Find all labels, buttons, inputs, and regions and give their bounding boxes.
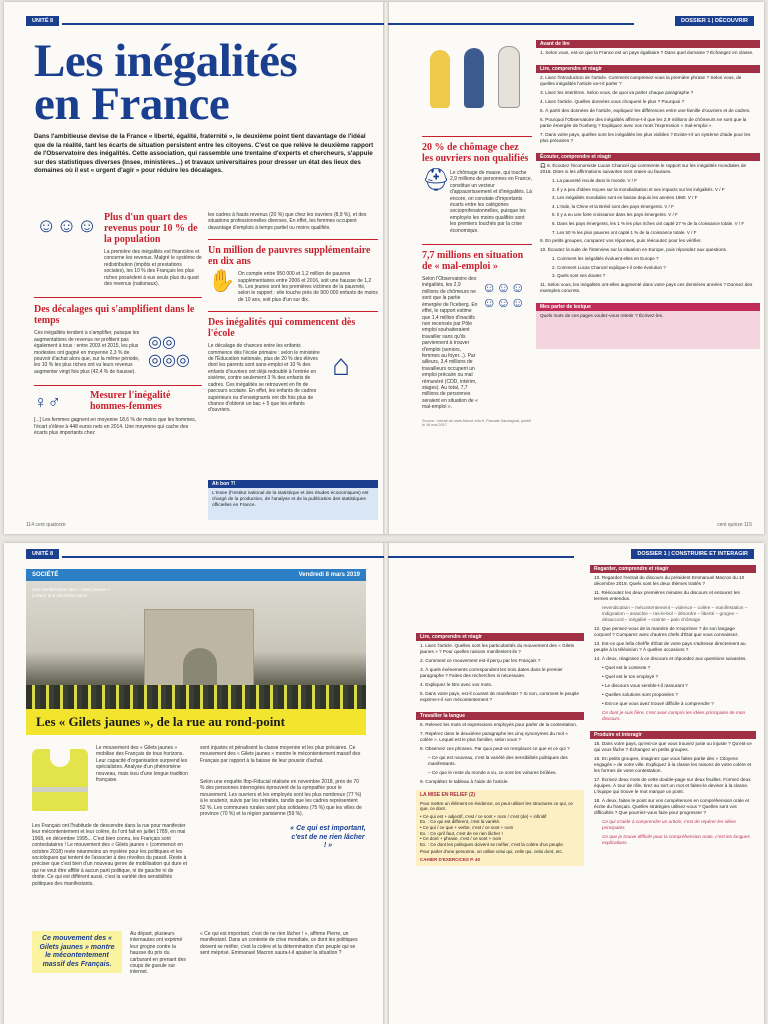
text-col2-top: les cadres à hauts revenus (20 %) que chez les ouvriers (8,9 %), et des situations professionnelles diverses. En effet, les femmes occupent davantage d'emplois à temps partiel ou moins qualifiés. bbox=[208, 212, 367, 231]
heading-travailler: Travailler la langue bbox=[416, 712, 584, 720]
heading-regarder: Regarder, comprendre et réagir bbox=[590, 565, 756, 573]
grammar-box bbox=[416, 790, 584, 866]
question-4: 4. Lisez l'article. Quelles données vous choquent le plus ? Pourquoi ? bbox=[540, 99, 685, 104]
source-note: Source : extrait de www.france-info.fr, Pascale Sauvagnat, publié le 16 mai 2017 bbox=[422, 418, 532, 428]
grammar-line: • Ce dont + phrase, c'est / ce sont + nom bbox=[420, 836, 502, 842]
crowd bbox=[26, 685, 366, 709]
question-10: 10. Écoutez la suite de l'interview sur la situation en Europe, puis répondez aux questions. bbox=[540, 247, 728, 253]
article-paragraph-5: Au départ, plusieurs internautes ont exprimé leur grogne contre la hausse du prix du carburant en prenant des coups de gueule sur internet. bbox=[130, 931, 186, 976]
question-6: 6. Relevez les mots et expressions employés pour parler de la contestation. bbox=[420, 722, 578, 727]
question-2: 2. Comment ce mouvement est-il perçu par les Français ? bbox=[420, 658, 541, 663]
question-14: 14. À deux, réagissez à ce discours et répondez aux questions suivantes. bbox=[594, 656, 747, 661]
model-answer: Ce dont je suis fière, c'est avoir compris les idées principales de mon discours. bbox=[602, 710, 746, 721]
spread-bottom bbox=[4, 543, 764, 1024]
heading-avant: Avant de lire bbox=[536, 40, 760, 48]
heading-decalages: Des décalages qui s'amplifient dans le temps bbox=[34, 297, 202, 326]
grammar-line: • Ce qui est + adjectif, c'est / ce sont + nom / c'est (de) + infinitif bbox=[420, 813, 547, 819]
spread-top bbox=[4, 2, 764, 534]
question-17: 17. Écrivez deux mots de cette double-page sur deux feuilles. Formez deux équipes. À tour de rôle, tirez au sort un mot et faites-le deviner à la classe. L'équipe qui trouve le mot marque un point. bbox=[594, 777, 751, 794]
grammar-line: Ex. : Ce qu'il faut, c'est de ne rien lâcher ! bbox=[420, 830, 503, 836]
column-1 bbox=[34, 212, 202, 437]
question-4: 4. Expliquez le titre avec vos mots. bbox=[420, 682, 493, 687]
ah-bon-box bbox=[208, 480, 378, 520]
article-continued bbox=[422, 136, 532, 428]
grammar-line: • Ce qui / ce que + verbe, c'est / ce sont + nom bbox=[420, 824, 514, 830]
question-11: 11. Selon vous, les inégalités ont-elles augmenté dans votre pays ces dernières années ? Donnez des exemples concrets. bbox=[540, 281, 753, 293]
coins-icon: ◎◎ ◎◎◎ bbox=[148, 334, 190, 370]
article-title: Les « Gilets jaunes », de la rue au rond-point bbox=[26, 709, 366, 735]
audio-icon[interactable]: 🎧 bbox=[540, 163, 548, 168]
text-hommes: [...] Les femmes gagnent en moyenne 18,6 % de moins que les hommes, l'écart s'élève à 448 euros nets en 2014. Une moyenne qui cache des écarts plus importants chez bbox=[34, 417, 197, 437]
heading-quart: Plus d'un quart des revenus pour 10 % de la population bbox=[104, 212, 198, 245]
grammar-note: Pour parler d'une personne, on utilise celui qui, celle qui, celui dont, etc. bbox=[420, 849, 563, 855]
page-115 bbox=[388, 2, 764, 534]
true-false-list bbox=[540, 178, 756, 235]
heading-chomage: 20 % de chômage chez les ouvriers non qualifiés bbox=[422, 136, 532, 164]
text-chomage: Le chômage de masse, qui touche 2,9 millions de personnes en France, constitue un vecteur d'appauvrissement et d'inégalités. Là encore, on constate d'importants écarts entre les catégories socioprofessionnelles, puisque les employés les moins qualifiés sont les premiers touchés par la crise économique. bbox=[450, 170, 532, 234]
text-quart: La première des inégalités est financière et concerne les revenus. Malgré le système de redistribution (impôts et prestations sociales), les 10 % des Français les plus riches possèdent à eux seuls plus du quart des revenus (nationaux). bbox=[104, 249, 202, 288]
pull-quote-1: « Ce qui est important, c'est de ne rien lâcher ! » bbox=[290, 825, 366, 849]
question-18: 18. À deux, faites le point sur vos compétences en compréhension orale et écrite du français. Quelles stratégies utilisez-vous ? Quelles sont vos difficultés ? Que pourriez-vous faire pour progresser ? bbox=[594, 798, 750, 815]
tf-item: 7. Les 50 % les plus pauvres ont capté 1 % de la croissance totale. V / F bbox=[552, 229, 697, 235]
hardhat-icon: ⛑ bbox=[422, 167, 450, 192]
heading-produire: Produire et interagir bbox=[590, 731, 756, 739]
sub-question: 2. Comment Lucas Chancel explique-t-il cette évolution ? bbox=[552, 264, 666, 270]
heading-lexique: Mes parler de lexique bbox=[536, 303, 760, 311]
page-117 bbox=[388, 543, 764, 1024]
article-date: Vendredi 8 mars 2019 bbox=[298, 572, 360, 578]
text-ecole: Le décalage de chances entre les enfants commence dès l'école primaire : selon le ministère de l'Éducation nationale, plus de 20 % des élèves dont les parents sont sans-emploi et 10 % des enfants d'ouvriers ont déjà redoublé à l'entrée en sixième, contre seulement 3 % des enfants de cadres. Ces inégalités se retrouvent en fin de parcours scolaire. En effet, les enfants de cadres supérieurs ou d'enseignants ont dix fois plus de chance d'obtenir un bac + 5 que les enfants d'ouvriers. bbox=[208, 343, 320, 414]
question-16: 16. En petits groupes, imaginez que vous faites partie des « Citoyens engagés » de votre ville. Expliquez à la classe les raisons de votre colère et les formes de votre contestation. bbox=[594, 756, 752, 773]
example-b: – Ce que le reste du monde a vu, ce sont les voitures brûlées. bbox=[428, 770, 557, 775]
question-6: 6. Pourquoi l'Observatoire des inégalités affirme-t-il que les 2,9 millions de chômeurs ne sont que la partie émergée de l'iceberg ? Expliquez avec vos mots l'expression « mal-emploi ». bbox=[540, 117, 747, 128]
tf-item: 5. Il y a eu une forte croissance dans les pays émergents. V / F bbox=[552, 212, 678, 218]
sub-question: 1. Comment les inégalités évoluent-elles en Europe ? bbox=[552, 256, 659, 262]
header-rule bbox=[388, 556, 574, 558]
example-a: – Ce qui est nouveau, c'est la variété des sensibilités politiques des manifestants. bbox=[428, 755, 568, 766]
ah-bon-heading: Ah bon ?! bbox=[208, 480, 378, 488]
grammar-line: Ex. : Ce qui est différent, c'est la variété. bbox=[420, 819, 501, 825]
question-15: 15. Dans votre pays, qu'est-ce que vous trouvez juste ou injuste ? Qu'est-ce qui vous fâche ? Échangez en petits groupes. bbox=[594, 741, 752, 752]
heading-ecole: Des inégalités qui commencent dès l'école bbox=[208, 311, 378, 339]
lexique-box bbox=[536, 311, 760, 349]
question-7: 7. Repérez dans le deuxième paragraphe les cinq synonymes du mot « colère ». Lequel est le plus familier, selon vous ? bbox=[420, 731, 569, 742]
column-b bbox=[590, 561, 756, 851]
people-illustration bbox=[422, 44, 532, 114]
question-9: 9. En petits groupes, comparez vos réponses, puis réécoutez pour les vérifier. bbox=[540, 238, 702, 244]
gender-icon: ♀♂ bbox=[34, 392, 61, 413]
heading-lire: Lire, comprendre et réagir bbox=[416, 633, 584, 641]
question-8: 🎧 8. Écoutez l'économiste Lucas Chancel qui commente le rapport sur les inégalités mondiales de 2018. Dites si les affirmations suivantes sont vraies ou fausses. bbox=[540, 163, 747, 174]
article-photo bbox=[26, 581, 366, 709]
sub-question: • Quel est le contexte ? bbox=[602, 665, 651, 670]
lexique-text: Quels mots de ces pages voulez-vous retenir ? Écrivez-les. bbox=[540, 312, 664, 318]
newspaper-article bbox=[26, 569, 366, 1024]
unit-tag: UNITÉ 8 bbox=[26, 16, 59, 26]
tf-item: 6. Dans les pays émergents, les 1 % les plus riches ont capté 27 % de la croissance totale. V / F bbox=[552, 220, 745, 226]
people-icon: ☺☺☺ bbox=[36, 215, 98, 237]
heading-hommes: Mesurer l'inégalité hommes-femmes bbox=[90, 390, 171, 413]
article-paragraph-3: sont injustes et pénalisent la classe moyenne et les plus précaires. Ce mouvement des « Gilets jaunes » montre le mécontentement massif des Français par rapport à la baisse de leur pouvoir d'achat. bbox=[200, 745, 361, 764]
question-2: 2. Lisez l'introduction de l'article. Comment comprenez-vous la première phrase ? Selon vous, de quelles inégalités l'article va-t-il parler ? bbox=[540, 75, 742, 86]
header-rule bbox=[62, 23, 384, 25]
pull-quote-2: Ce mouvement des « Gilets jaunes » montre le mécontentement massif des Français. bbox=[32, 931, 122, 973]
text-malemploi: Selon l'Observatoire des inégalités, les 2,9 millions de chômeurs ne sont que la partie émergée de l'iceberg. En effet, le rapport estime que 1,4 million d'inactifs non recensés par Pôle emploi souhaiteraient travailler sans qu'ils parviennent à trouver d'emploi (seniors, femmes au foyer...). Par ailleurs, 3,4 millions de travailleurs occupent un emploi précaire ou mal rémunéré (CDD, intérim, stages). Au total, 7,7 millions de personnes seraient en situation de « mal-emploi ». bbox=[422, 276, 478, 411]
chart-icon: ☺☺☺ ☺☺☺ bbox=[482, 279, 525, 311]
column-a bbox=[416, 629, 584, 866]
intro-paragraph: Dans l'ambitieuse devise de la France « liberté, égalité, fraternité », le deuxième point tient davantage de l'idéal que de la réalité, tant les écarts de situation persistent entre les citoyens. C'est ce que relève le deuxième rapport de l'Observatoire des inégalités. Cette association, qui rassemble une trentaine d'experts et chercheurs, s'appuie sur des statistiques diverses (Insee, ministères...) et travaux universitaires pour dresser un état des lieux des domaines où il est « urgent d'agir » pour réduire les décalages. bbox=[34, 133, 374, 174]
grammar-title: LA MISE EN RELIEF (2) bbox=[420, 792, 476, 798]
article-bar bbox=[26, 569, 366, 581]
school-icon: ⌂ bbox=[332, 349, 351, 383]
question-10: 10. Regardez l'extrait du discours du président Emmanuel Macron du 10 décembre 2018. Quels sont les deux thèmes traités ? bbox=[594, 575, 745, 586]
model-answer: Ce qui m'aide à comprendre un article, c'est de repérer les idées principales. bbox=[602, 819, 736, 830]
vest-icon bbox=[32, 749, 88, 811]
text-million: On compte entre 950 000 et 1,2 million de pauvres supplémentaires entre 2006 et 2016, soit une hausse de 1,2 %. Les jeunes sont les premières victimes de la pauvreté, selon le rapport : elle touche près de 900 000 enfants de moins de 10 ans, soit plus d'un sur dix. bbox=[238, 271, 378, 303]
sub-question: • Le discours vous semble-t-il rassurant ? bbox=[602, 683, 688, 688]
tf-item: 1. La pauvreté recule dans le monde. V / F bbox=[552, 178, 638, 183]
header-rule bbox=[388, 23, 634, 25]
money-hand-icon: ✋ bbox=[208, 268, 236, 294]
heading-million: Un million de pauvres supplémentaire en dix ans bbox=[208, 239, 378, 267]
question-3: 3. À quels événements correspondent les trois dates dans le premier paragraphe ? Faites des recherches si nécessaire. bbox=[420, 667, 563, 678]
heading-ecouter: Écouter, comprendre et réagir bbox=[536, 153, 760, 161]
model-answer: Ce que je trouve difficile pour la compréhension orale, c'est les longues explications. bbox=[602, 834, 750, 845]
article-paragraph-2: Les Français ont l'habitude de descendre dans la rue pour manifester leur mécontentement et leur colère, ils l'ont fait en juillet 1789, en mai 1968, en décembre 1995... C'est bien connu, les Français sont contestataires ! Le mouvement des « Gilets jaunes » (commencé en octobre 2018) reste néanmoins un mystère pour les politiques et les sociologues qui tentent de l'associer à des révoltes du passé. Reste à préciser que c'est bien d'un nouveau genre de mobilisation qui dure et qui ne veut être affilié à aucun parti politique, ni de gauche ni de droite. Ce qui est différent aussi, c'est la variété des sensibilités politiques des manifestants. bbox=[32, 823, 188, 887]
ah-bon-text: L'Insee (l'Institut national de la statistique et des études économiques) est chargé de la production, de l'analyse et de la publication des statistiques officielles en France. bbox=[212, 491, 369, 508]
sub-question: • Est-ce que vous avez trouvé difficile à comprendre ? bbox=[602, 701, 714, 706]
sub-question: 3. Quels sont ses doutes ? bbox=[552, 273, 606, 279]
question-11: 11. Réécoutez les deux premières minutes du discours et entourez les termes entendus. bbox=[594, 590, 740, 601]
photo-caption: Une manifestation des « Gilets jaunes » à Paris, le 8 décembre 2018 bbox=[32, 587, 110, 598]
text-decalages: Ces inégalités tendent à s'amplifier, puisque les augmentations de revenus ne profitent pas également à tous : entre 2003 et 2015, les plus modestes ont gagné en moyenne 2,3 % de pouvoir d'achat alors que, sur la même période, les 10 % les plus riches ont vu leurs revenus augmenter vingt fois plus (42,4 % de hausse). bbox=[34, 330, 140, 375]
article-paragraph-6: « Ce qui est important, c'est de ne rien lâcher ! », affirme Pierre, un manifestant. Dans un contexte de crise mondiale, ce dont les politiques doivent se méfier, c'est la colère et la détermination d'un peuple qui se sent méprisé. Emmanuel Macron saura-t-il apaiser la situation ? bbox=[200, 931, 358, 957]
activities-panel bbox=[536, 36, 760, 349]
article-paragraph-4: Selon une enquête Ifop-Fiducial réalisée en novembre 2018, près de 70 % des personnes interrogées éprouvent de la sympathie pour le mouvement. Les ouvriers et les employés sont les plus nombreux (77 %) à le soutenir, suivis par les retraités, tandis que les cadres représentent 52 %. Les communes rurales sont plus solidaires (75 %) que les villes de province (70 %) et la région parisienne (59 %). bbox=[200, 779, 362, 818]
sub-question: • Quelles solutions sont proposées ? bbox=[602, 692, 678, 697]
column-2 bbox=[208, 212, 378, 414]
tf-item: 2. Il y a peu d'idées reçues sur la mondialisation et ses impacts sur les inégalités. V / F bbox=[552, 186, 725, 192]
dossier-tag: DOSSIER 1 | CONSTRUIRE ET INTERAGIR bbox=[631, 549, 754, 559]
heading-lire: Lire, comprendre et réagir bbox=[536, 65, 760, 73]
heading-malemploi: 7,7 millions en situation de « mal-emploi » bbox=[422, 244, 532, 272]
tf-item: 3. Les inégalités mondiales sont en baisse depuis les années 1980. V / F bbox=[552, 195, 698, 201]
question-8: 8. Observez ces phrases. Par quoi peut-on remplacer ce que et ce qui ? bbox=[420, 746, 570, 751]
cahier-ref[interactable]: CAHIER D'EXERCICES P. 40 bbox=[420, 856, 481, 862]
page-number-right: cent quinze 115 bbox=[717, 522, 752, 528]
grammar-line: Ex. : Ce dont les politiques doivent se méfier, c'est la colère d'un peuple. bbox=[420, 841, 565, 847]
dossier-tag: DOSSIER 1 | DÉCOUVRIR bbox=[675, 16, 754, 26]
article-lead: Le mouvement des « Gilets jaunes » mobilise des Français de tous horizons. Leur capacité d'organisation surprend les spécialistes. Analyse d'un phénomène nouveau, mais issu d'une longue tradition française. bbox=[96, 745, 188, 784]
page-116 bbox=[4, 543, 384, 1024]
question-9: 9. Complétez le tableau à l'aide de l'article. bbox=[420, 779, 509, 784]
header-rule bbox=[62, 556, 384, 558]
question-1: 1. Lisez l'article. Quelles sont les particularités du mouvement des « Gilets jaunes » ? Pour quelles raisons manifestent-ils ? bbox=[420, 643, 575, 654]
tf-item: 4. L'Inde, la Chine et la Brésil sont des pays émergents. V / F bbox=[552, 203, 674, 209]
unit-tag: UNITÉ 8 bbox=[26, 549, 59, 559]
article-section: SOCIÉTÉ bbox=[32, 572, 59, 578]
page-number-left: 114 cent quatorze bbox=[26, 522, 66, 528]
grammar-intro: Pour mettre un élément en évidence, on peut utiliser les structures ce qui, ce que, ce dont. bbox=[420, 800, 573, 812]
question-13: 13. Est-ce que le/la chef/fe d'État de votre pays s'adresse directement au peuple à la télévision ? À quelles occasions ? bbox=[594, 641, 746, 652]
word-list: revendication – mécontentement – violence – colère – manifestation – indignation – anarchie – ras-le-bol – désordre – liberté – grogne – désaccord – inégalité – crainte – pain chômage bbox=[602, 605, 748, 622]
page-114 bbox=[4, 2, 384, 534]
question-12: 12. Que pensez-vous de la manière de s'exprimer ? de son langage corporel ? Comparez avec d'autres chefs d'État que vous connaissez. bbox=[594, 626, 739, 637]
question-1: 1. Selon vous, est-ce que la France est un pays égalitaire ? Dans quel domaine ? Échangez en classe. bbox=[540, 50, 754, 55]
question-5: 5. Dans votre pays, est-il courant de manifester ? Si non, comment le peuple exprime-t-il son mécontentement ? bbox=[420, 691, 579, 702]
page-title: Les inégalités en France bbox=[34, 35, 298, 130]
question-5: 5. À partir des données de l'article, expliquez les différences entre une famille d'ouvriers et de cadres. bbox=[540, 108, 751, 113]
question-7: 7. Dans votre pays, quelles sont les inégalités les plus visibles ? Existe-t-il un système d'aide pour les plus précaires ? bbox=[540, 132, 751, 143]
sub-question: • Quel est le ton employé ? bbox=[602, 674, 659, 679]
question-3: 3. Lisez les intertitres. Selon vous, de quoi va parler chaque paragraphe ? bbox=[540, 90, 694, 95]
